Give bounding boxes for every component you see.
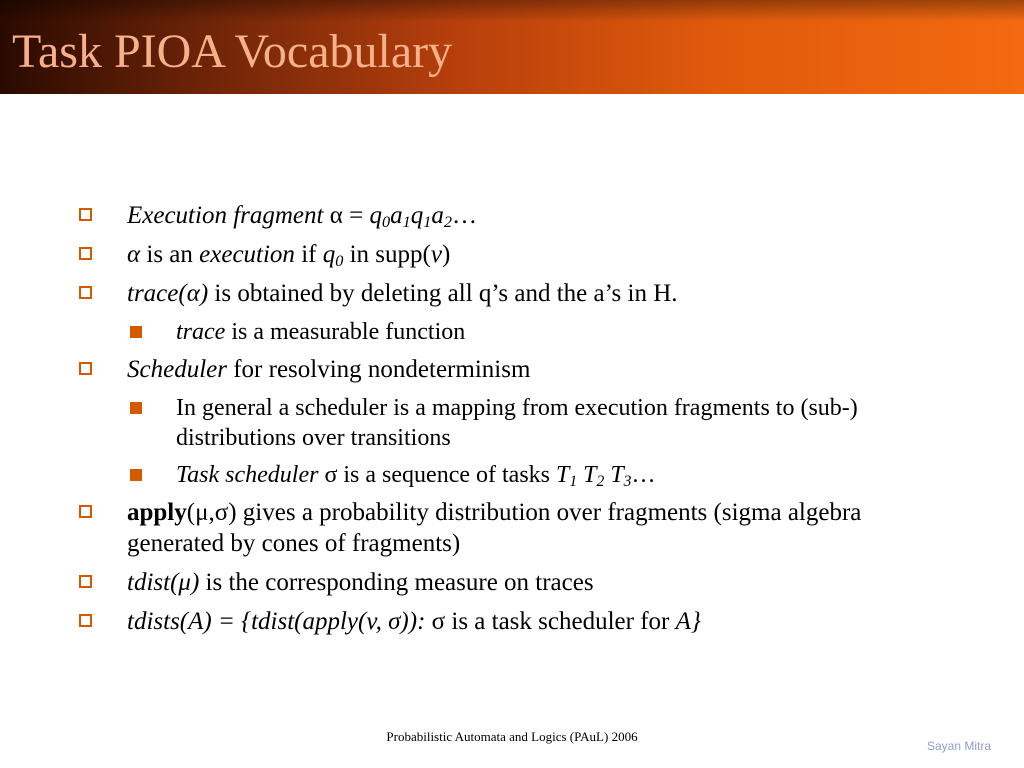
bullet-apply: apply(μ,σ) gives a probability distribution over fragments (sigma algebra generated by cones of fragments) bbox=[76, 497, 946, 559]
title-bar bbox=[0, 0, 1024, 94]
author-name: Sayan Mitra bbox=[926, 739, 991, 753]
bullet-execution: α is an execution if $q_0$ in supp(v) bbox=[76, 239, 946, 270]
filled-square-bullet-icon bbox=[130, 402, 142, 414]
hollow-square-bullet-icon bbox=[79, 614, 92, 627]
bullet-tdists: tdists(A) = {tdist(apply(v, σ)): σ is a task scheduler for A} bbox=[76, 606, 946, 637]
filled-square-bullet-icon bbox=[130, 326, 142, 338]
hollow-square-bullet-icon bbox=[79, 208, 92, 221]
bullet-tdist: tdist(μ) is the corresponding measure on traces bbox=[76, 567, 946, 598]
hollow-square-bullet-icon bbox=[79, 286, 92, 299]
sub-bullet-task-scheduler: Task scheduler σ is a sequence of tasks $T_1$ $T_2$ $T_3\dots$ bbox=[76, 460, 946, 490]
hollow-square-bullet-icon bbox=[79, 362, 92, 375]
bullet-scheduler: Scheduler for resolving nondeterminism bbox=[76, 354, 946, 385]
bullet-list bbox=[76, 200, 946, 645]
bullet-execution-fragment: Execution fragment $\alpha = q_0a_1q_1a_2\dots$ bbox=[76, 200, 946, 231]
bullet-trace: trace(α) is obtained by deleting all q’s and the a’s in H. bbox=[76, 278, 946, 309]
filled-square-bullet-icon bbox=[130, 469, 142, 481]
footer-text: Probabilistic Automata and Logics (PAuL) 2006 bbox=[386, 729, 638, 744]
hollow-square-bullet-icon bbox=[79, 505, 92, 518]
slide-title: Task PIOA Vocabulary bbox=[12, 25, 453, 78]
hollow-square-bullet-icon bbox=[79, 575, 92, 588]
hollow-square-bullet-icon bbox=[79, 247, 92, 260]
sub-bullet-scheduler-general: In general a scheduler is a mapping from execution fragments to (sub-) distributions over transitions bbox=[76, 393, 946, 453]
sub-bullet-trace-measurable: trace is a measurable function bbox=[76, 317, 946, 347]
